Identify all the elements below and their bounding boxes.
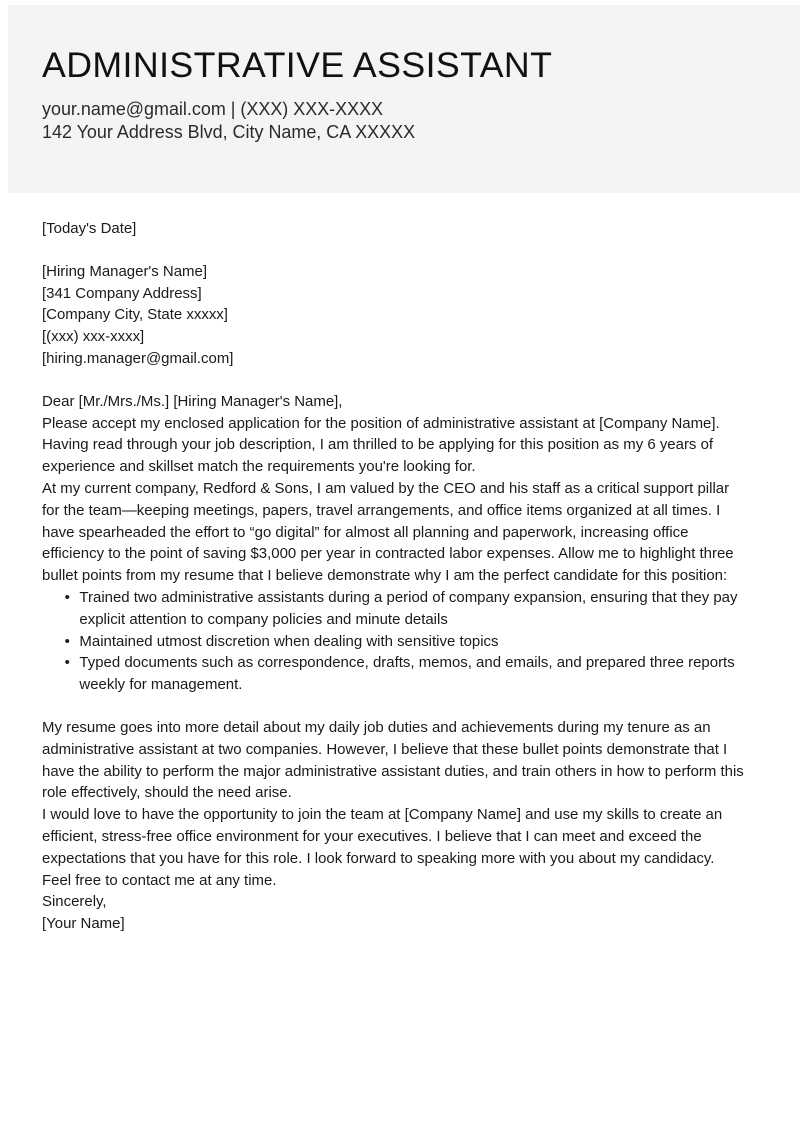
bullet-dot-icon: • <box>64 654 70 672</box>
body-paragraph-1: Please accept my enclosed application for the position of administrative assistant at [Company Name]. Having read through your job description, I am thrilled to be applying for this position as my 6 years of experience and skillset match the requirements you're looking for. <box>42 414 720 476</box>
letter-body <box>42 218 747 935</box>
contact-address: 142 Your Address Blvd, City Name, CA XXXXX <box>42 121 416 142</box>
list-item <box>42 631 747 653</box>
bullet-dot-icon: • <box>64 588 70 606</box>
list-item <box>42 652 747 696</box>
contact-email-phone: your.name@gmail.com | (XXX) XXX-XXXX <box>42 98 384 119</box>
date-line: [Today's Date] <box>42 220 137 237</box>
recipient-line-street: [341 Company Address] <box>42 284 202 302</box>
achievement-bullet-list <box>42 587 747 696</box>
list-item-text: Typed documents such as correspondence, drafts, memos, and emails, and prepared three reports weekly for management. <box>79 654 735 694</box>
date-block <box>42 218 747 240</box>
recipient-line-email: [hiring.manager@gmail.com] <box>42 349 234 367</box>
header-content <box>42 45 780 143</box>
body-paragraph-2: At my current company, Redford & Sons, I am valued by the CEO and his staff as a critical support pillar for the team—keeping meetings, papers, travel arrangements, and office items organized at all times. I have spearheaded the effort to “go digital” for almost all planning and paperwork, increasing office efficiency to the point of saving $3,000 per year in contracted labor expenses. Allow me to highlight three bullet points from my resume that I believe demonstrate why I am the perfect candidate for this position: <box>42 479 734 585</box>
list-item-text: Trained two administrative assistants during a period of company expansion, ensuring that they pay explicit attention to company policies and minute details <box>79 588 738 628</box>
recipient-line-name: [Hiring Manager's Name] <box>42 262 207 280</box>
salutation: Dear [Mr./Mrs./Ms.] [Hiring Manager's Name], <box>42 392 343 410</box>
body-paragraph-4: I would love to have the opportunity to join the team at [Company Name] and use my skills to create an efficient, stress-free office environment for your executives. I believe that I can meet and exceed the expectations that you have for this role. I look forward to speaking more with you about my candidacy. Feel free to contact me at any time. <box>42 806 723 889</box>
list-item-text: Maintained utmost discretion when dealing with sensitive topics <box>79 632 499 650</box>
bullet-dot-icon: • <box>64 632 70 650</box>
body-paragraph-3: My resume goes into more detail about my daily job duties and achievements during my tenure as an administrative assistant at two companies. However, I believe that these bullet points demonstrate that I have the ability to perform the major administrative assistant duties, and train others in how to perform this role effectively, should the need arise. <box>42 718 744 802</box>
closing-line: Sincerely, <box>42 893 107 911</box>
recipient-line-city: [Company City, State xxxxx] <box>42 306 228 324</box>
header-band <box>8 5 800 193</box>
page-title: ADMINISTRATIVE ASSISTANT <box>42 46 553 85</box>
list-item <box>42 587 747 631</box>
recipient-block <box>42 261 747 370</box>
recipient-line-phone: [(xxx) xxx-xxxx] <box>42 328 145 346</box>
signature-name: [Your Name] <box>42 915 125 933</box>
